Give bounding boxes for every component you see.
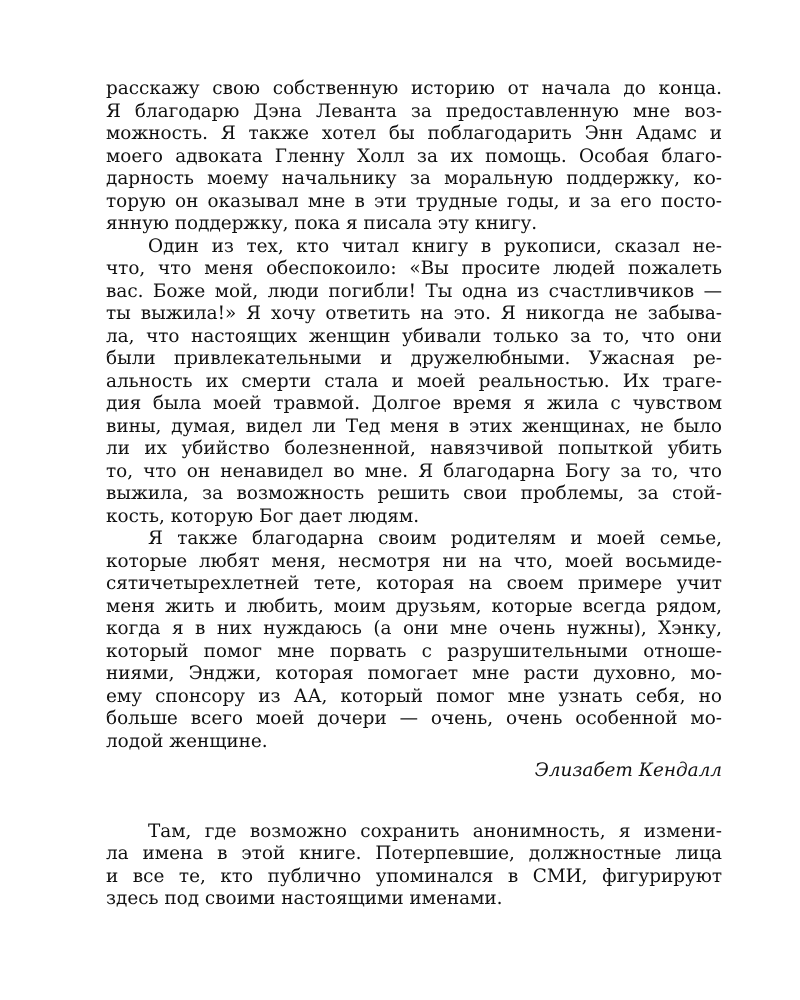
text-line: что, что меня обеспокоило: «Вы просите людей пожалеть bbox=[106, 258, 722, 279]
anonymity-note-paragraph bbox=[106, 821, 722, 911]
text-line: то, что он ненавидел во мне. Я благодарна Богу за то, что bbox=[106, 460, 722, 482]
text-line: которые любят меня, несмотря ни на что, моей восьмиде- bbox=[106, 550, 722, 572]
acknowledgments-paragraph-3 bbox=[106, 528, 722, 753]
text-line: ла, что настоящих женщин убивали только за то, что они bbox=[106, 325, 722, 347]
text-line: ты выжила!» Я хочу ответить на это. Я никогда не забыва- bbox=[106, 303, 722, 324]
text-line: были привлекательными и дружелюбными. Ужасная ре- bbox=[106, 348, 722, 369]
text-line: Я благодарю Дэна Леванта за предоставленную мне воз- bbox=[106, 100, 722, 122]
text-line: янную поддержку, пока я писала эту книгу. bbox=[106, 213, 538, 234]
text-line: альность их смерти стала и моей реальностью. Их траге- bbox=[106, 370, 722, 392]
text-line: дия была моей травмой. Долгое время я жила с чувством bbox=[106, 393, 722, 414]
text-line: который помог мне порвать с разрушительными отноше- bbox=[106, 640, 722, 662]
text-line: расскажу свою собственную историю от начала до конца. bbox=[106, 78, 722, 99]
text-line: можность. Я также хотел бы поблагодарить Энн Адамс и bbox=[106, 123, 722, 144]
text-line: лодой женщине. bbox=[106, 730, 268, 752]
text-line: ниями, Энджи, которая помогает мне расти духовно, мо- bbox=[106, 663, 722, 684]
text-line: сятичетырехлетней тете, которая на своем примере учит bbox=[106, 573, 722, 594]
acknowledgments-paragraph-1 bbox=[106, 78, 722, 236]
text-line: ему спонсору из АА, который помог мне узнать себя, но bbox=[106, 685, 722, 707]
text-line: вины, думая, видел ли Тед меня в этих женщинах, не было bbox=[106, 415, 722, 437]
book-page bbox=[106, 78, 722, 911]
text-line: здесь под своими настоящими именами. bbox=[106, 888, 503, 909]
text-line: и все те, кто публично упоминался в СМИ, фигурируют bbox=[106, 865, 722, 887]
text-line: меня жить и любить, моим друзьям, которые всегда рядом, bbox=[106, 595, 722, 617]
text-line: Я также благодарна своим родителям и моей семье, bbox=[148, 528, 722, 549]
text-line: ла имена в этой книге. Потерпевшие, должностные лица bbox=[106, 843, 722, 864]
text-line: торую он оказывал мне в эти трудные годы, и за его посто- bbox=[106, 190, 722, 212]
text-line: Там, где возможно сохранить анонимность, я измени- bbox=[148, 820, 722, 842]
text-line: кость, которую Бог дает людям. bbox=[106, 505, 420, 527]
author-signature: Элизабет Кендалл bbox=[534, 760, 722, 781]
section-spacer bbox=[106, 783, 722, 821]
text-line: Один из тех, кто читал книгу в рукописи, сказал не- bbox=[148, 235, 722, 257]
acknowledgments-paragraph-2 bbox=[106, 236, 722, 529]
text-line: моего адвоката Гленну Холл за их помощь. Особая благо- bbox=[106, 145, 722, 167]
text-line: больше всего моей дочери — очень, очень особенной мо- bbox=[106, 708, 722, 729]
text-line: дарность моему начальнику за моральную поддержку, ко- bbox=[106, 168, 722, 189]
text-line: ли их убийство болезненной, навязчивой попыткой убить bbox=[106, 438, 722, 459]
text-line: вас. Боже мой, люди погибли! Ты одна из счастливчиков — bbox=[106, 280, 722, 302]
text-line: когда я в них нуждаюсь (а они мне очень нужны), Хэнку, bbox=[106, 618, 722, 639]
text-line: выжила, за возможность решить свои проблемы, за стой- bbox=[106, 483, 722, 504]
